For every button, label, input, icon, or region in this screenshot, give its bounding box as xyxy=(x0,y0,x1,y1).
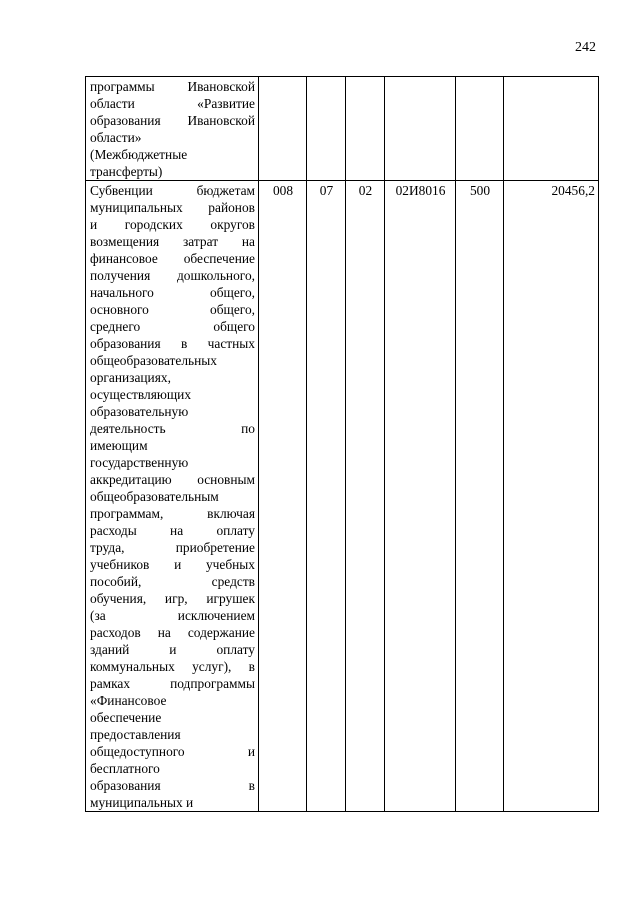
description-line: осуществляющих xyxy=(90,387,192,402)
description-line: общедоступного и xyxy=(90,744,255,759)
description-line: муниципальных районов xyxy=(90,200,255,215)
description-line: и городских округов xyxy=(90,217,255,232)
description-line: образования Ивановской xyxy=(90,113,255,128)
description-line: бесплатного xyxy=(90,761,160,776)
description-line: программам, включая xyxy=(90,506,255,521)
description-line: образования в частных xyxy=(90,336,255,351)
description-line: обеспечение xyxy=(90,710,162,725)
subsection-code-cell xyxy=(346,77,385,181)
description-line: труда, приобретение xyxy=(90,540,255,555)
description-line: (за исключением xyxy=(90,608,255,623)
description-line: зданий и оплату xyxy=(90,642,255,657)
description-line: области» xyxy=(90,130,142,145)
row-description xyxy=(86,77,259,181)
subsection-code-cell: 02 xyxy=(346,181,385,812)
description-line: учебников и учебных xyxy=(90,557,255,572)
description-line: обучения, игр, игрушек xyxy=(90,591,255,606)
ministry-code-cell xyxy=(259,77,307,181)
page-number: 242 xyxy=(575,40,596,55)
budget-table xyxy=(85,76,599,812)
description-line: Субвенции бюджетам xyxy=(90,183,255,198)
description-line: программы Ивановской xyxy=(90,79,255,94)
description-line: трансферты) xyxy=(90,164,163,179)
expense-type-cell: 500 xyxy=(456,181,504,812)
description-line: предоставления xyxy=(90,727,181,742)
description-line: муниципальных и xyxy=(90,795,194,810)
description-line: рамках подпрограммы xyxy=(90,676,255,691)
amount-cell xyxy=(504,77,599,181)
description-line: имеющим xyxy=(90,438,148,453)
description-line: общеобразовательных xyxy=(90,353,218,368)
description-line: расходов на содержание xyxy=(90,625,255,640)
description-line: области «Развитие xyxy=(90,96,255,111)
row-description xyxy=(86,181,259,812)
section-code-cell: 07 xyxy=(307,181,346,812)
description-line: среднего общего xyxy=(90,319,255,334)
description-line: государственную xyxy=(90,455,189,470)
target-article-cell xyxy=(385,77,456,181)
table-row xyxy=(86,181,599,812)
description-line: финансовое обеспечение xyxy=(90,251,255,266)
description-line: возмещения затрат на xyxy=(90,234,255,249)
description-line: (Межбюджетные xyxy=(90,147,188,162)
description-line: аккредитацию основным xyxy=(90,472,255,487)
description-line: начального общего, xyxy=(90,285,255,300)
section-code-cell xyxy=(307,77,346,181)
description-line: образовательную xyxy=(90,404,189,419)
description-line: пособий, средств xyxy=(90,574,255,589)
description-line: деятельность по xyxy=(90,421,255,436)
description-line: «Финансовое xyxy=(90,693,167,708)
expense-type-cell xyxy=(456,77,504,181)
description-line: образования в xyxy=(90,778,255,793)
description-line: организациях, xyxy=(90,370,171,385)
table-row xyxy=(86,77,599,181)
amount-cell: 20456,2 xyxy=(504,181,599,812)
target-article-cell: 02И8016 xyxy=(385,181,456,812)
description-line: общеобразовательным xyxy=(90,489,219,504)
description-line: коммунальных услуг), в xyxy=(90,659,255,674)
description-line: расходы на оплату xyxy=(90,523,255,538)
description-line: основного общего, xyxy=(90,302,255,317)
ministry-code-cell: 008 xyxy=(259,181,307,812)
description-line: получения дошкольного, xyxy=(90,268,255,283)
